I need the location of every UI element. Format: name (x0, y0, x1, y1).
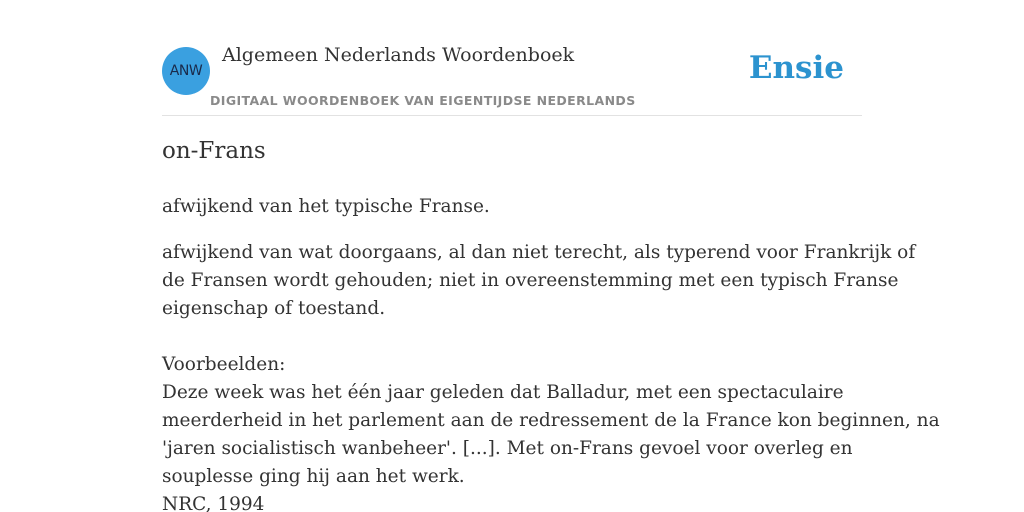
anw-logo[interactable] (162, 47, 210, 95)
entry-body (162, 239, 940, 512)
example-line: meerderheid in het parlement aan de redressement de la France kon beginnen, na (162, 410, 940, 431)
short-definition: afwijkend van het typische Franse. (162, 196, 490, 217)
site-title[interactable]: Algemeen Nederlands Woordenboek (222, 44, 575, 66)
ensie-brand-link[interactable]: Ensie (748, 50, 844, 86)
logo-text: ANW (169, 63, 203, 79)
example-line: Deze week was het één jaar geleden dat Balladur, met een spectaculaire (162, 382, 844, 403)
definition-line: afwijkend van wat doorgaans, al dan niet terecht, als typerend voor Frankrijk of (162, 242, 916, 263)
definition-line: eigenschap of toestand. (162, 298, 386, 319)
examples-label: Voorbeelden: (162, 354, 286, 375)
example-source: NRC, 1994 (162, 494, 265, 512)
entry-headword: on-Frans (162, 138, 266, 164)
definition-line: de Fransen wordt gehouden; niet in overeenstemming met een typisch Franse (162, 270, 899, 291)
page (162, 0, 940, 512)
site-header (162, 0, 862, 116)
example-line: 'jaren socialistisch wanbeheer'. [...]. Met on-Frans gevoel voor overleg en (162, 438, 853, 459)
site-subtitle: DIGITAAL WOORDENBOEK VAN EIGENTIJDSE NEDERLANDS (210, 93, 636, 108)
spacer (162, 323, 862, 351)
example-line: souplesse ging hij aan het werk. (162, 466, 465, 487)
